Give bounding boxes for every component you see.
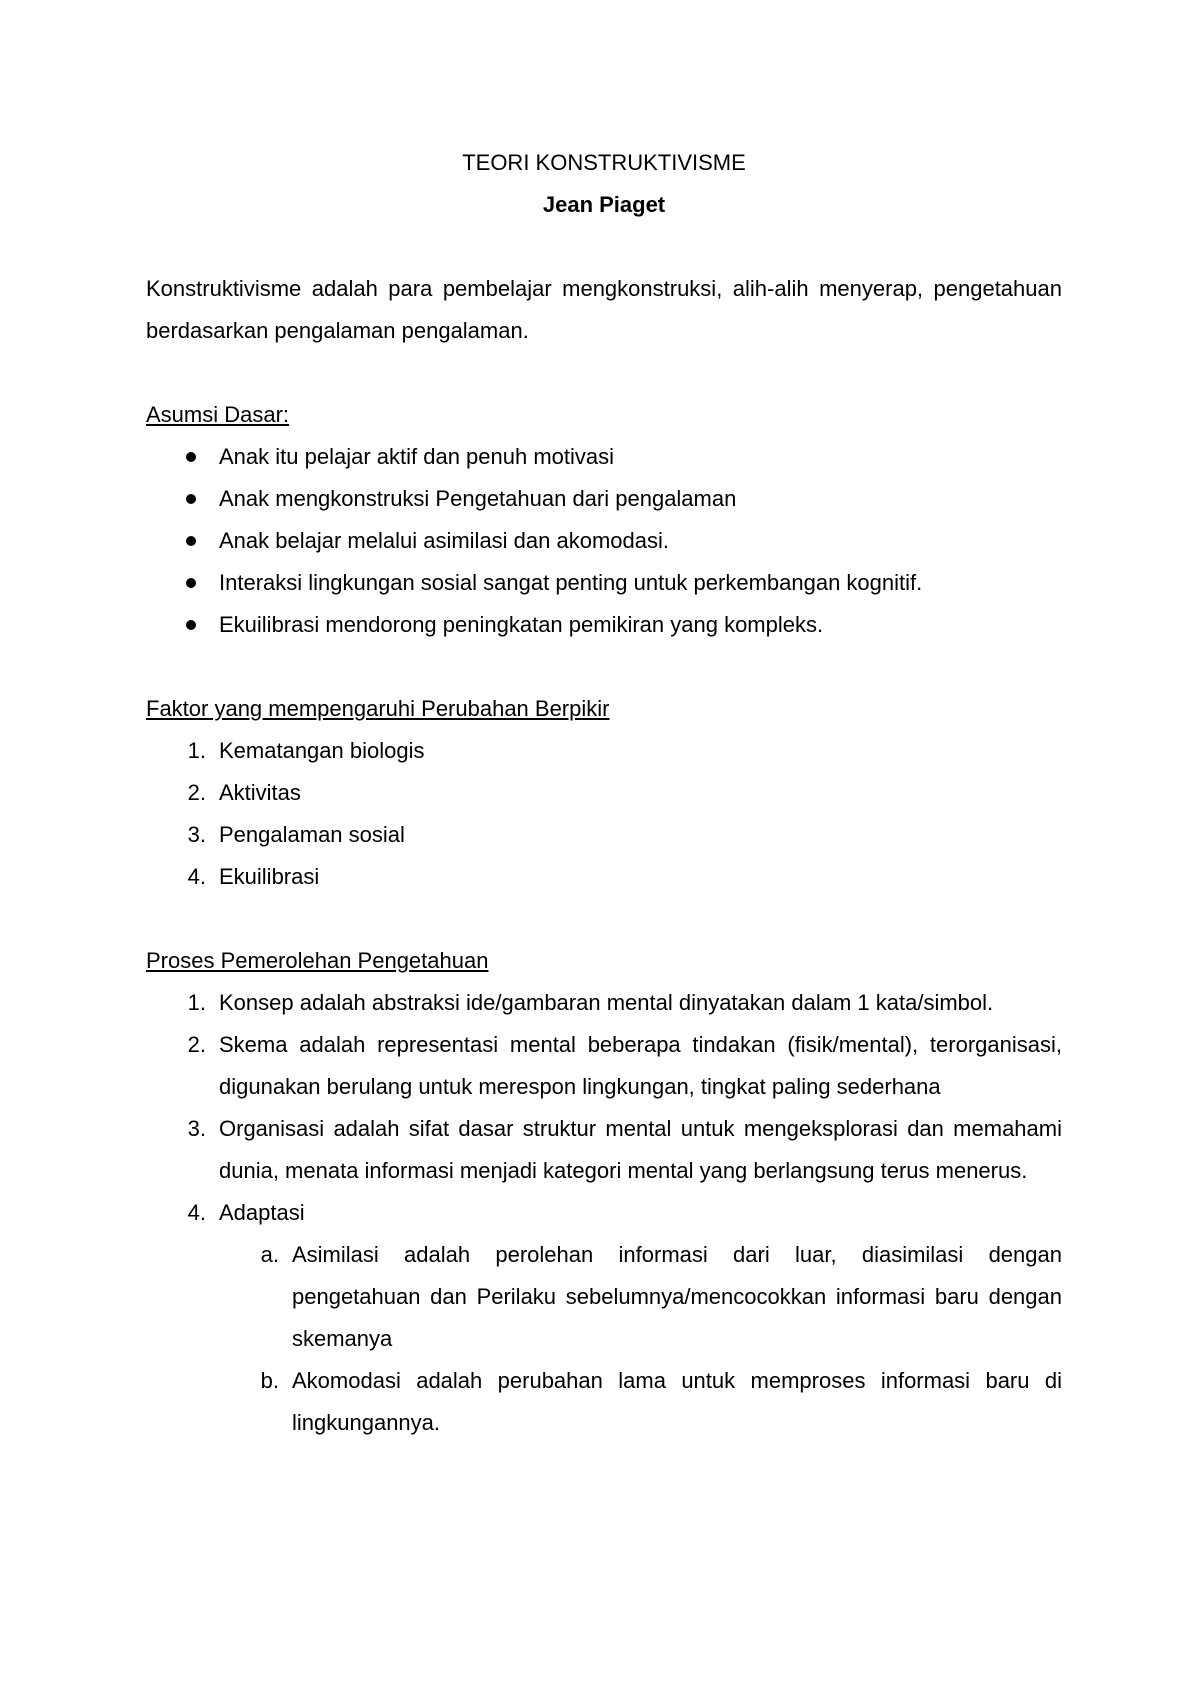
list-item-text: Konsep adalah abstraksi ide/gambaran mental dinyatakan dalam 1 kata/simbol. [219,990,994,1015]
bullet-icon [186,452,196,462]
list-item-text: Ekuilibrasi [219,864,320,889]
list-item [146,436,1062,478]
list-item [146,730,1062,772]
list-number: 4. [187,1200,206,1225]
proses-list [146,982,1062,1444]
list-item [146,604,1062,646]
list-item [146,1024,1062,1108]
list-item-text: Akomodasi adalah perubahan lama untuk memproses informasi baru di lingkungannya. [292,1368,1062,1435]
section-heading-faktor: Faktor yang mempengaruhi Perubahan Berpikir [146,696,610,721]
list-item-text: Anak itu pelajar aktif dan penuh motivasi [219,444,615,469]
list-number: 4. [187,864,206,889]
bullet-icon [186,620,196,630]
bullet-icon [186,536,196,546]
asumsi-list [146,436,1062,646]
list-item-text: Organisasi adalah sifat dasar struktur mental untuk mengeksplorasi dan memahami dunia, menata informasi menjadi kategori mental yang berlangsung terus menerus. [219,1116,1062,1183]
list-item-text: Asimilasi adalah perolehan informasi dari luar, diasimilasi dengan pengetahuan dan Perilaku sebelumnya/mencocokkan informasi baru dengan skemanya [292,1242,1062,1351]
section-heading-asumsi: Asumsi Dasar: [146,402,290,427]
list-item [146,478,1062,520]
spacer [146,352,1062,394]
list-item-text: Ekuilibrasi mendorong peningkatan pemikiran yang kompleks. [219,612,824,637]
list-item [146,520,1062,562]
list-letter: b. [260,1368,279,1393]
list-item [146,562,1062,604]
spacer [146,226,1062,268]
list-number: 2. [187,1032,206,1057]
list-item [146,982,1062,1024]
list-item [146,814,1062,856]
list-item-text: Adaptasi [219,1200,305,1225]
section-heading-proses: Proses Pemerolehan Pengetahuan [146,948,489,973]
document-author: Jean Piaget [542,192,666,217]
bullet-icon [186,494,196,504]
list-item-text: Interaksi lingkungan sosial sangat penting untuk perkembangan kognitif. [219,570,923,595]
list-item [146,772,1062,814]
list-item-text: Skema adalah representasi mental beberapa tindakan (fisik/mental), terorganisasi, digunakan berulang untuk merespon lingkungan, tingkat paling sederhana [219,1032,1062,1099]
adaptasi-sublist [219,1234,1062,1444]
list-item-text: Pengalaman sosial [219,822,405,847]
list-item [146,856,1062,898]
bullet-icon [186,578,196,588]
list-number: 1. [187,738,206,763]
document-content [146,142,1062,1444]
list-item [146,1192,1062,1444]
list-item-text: Anak belajar melalui asimilasi dan akomodasi. [219,528,670,553]
document-title: TEORI KONSTRUKTIVISME [462,150,746,175]
list-item-text: Anak mengkonstruksi Pengetahuan dari pengalaman [219,486,737,511]
list-item-text: Aktivitas [219,780,301,805]
spacer [146,646,1062,688]
spacer [146,898,1062,940]
list-number: 2. [187,780,206,805]
list-letter: a. [260,1242,279,1267]
list-number: 1. [187,990,206,1015]
list-number: 3. [187,1116,206,1141]
list-item [146,1108,1062,1192]
list-item-text: Kematangan biologis [219,738,425,763]
intro-paragraph: Konstruktivisme adalah para pembelajar mengkonstruksi, alih-alih menyerap, pengetahuan berdasarkan pengalaman pengalaman. [146,276,1062,343]
list-number: 3. [187,822,206,847]
sub-list-item [219,1360,1062,1444]
faktor-list [146,730,1062,898]
sub-list-item [219,1234,1062,1360]
